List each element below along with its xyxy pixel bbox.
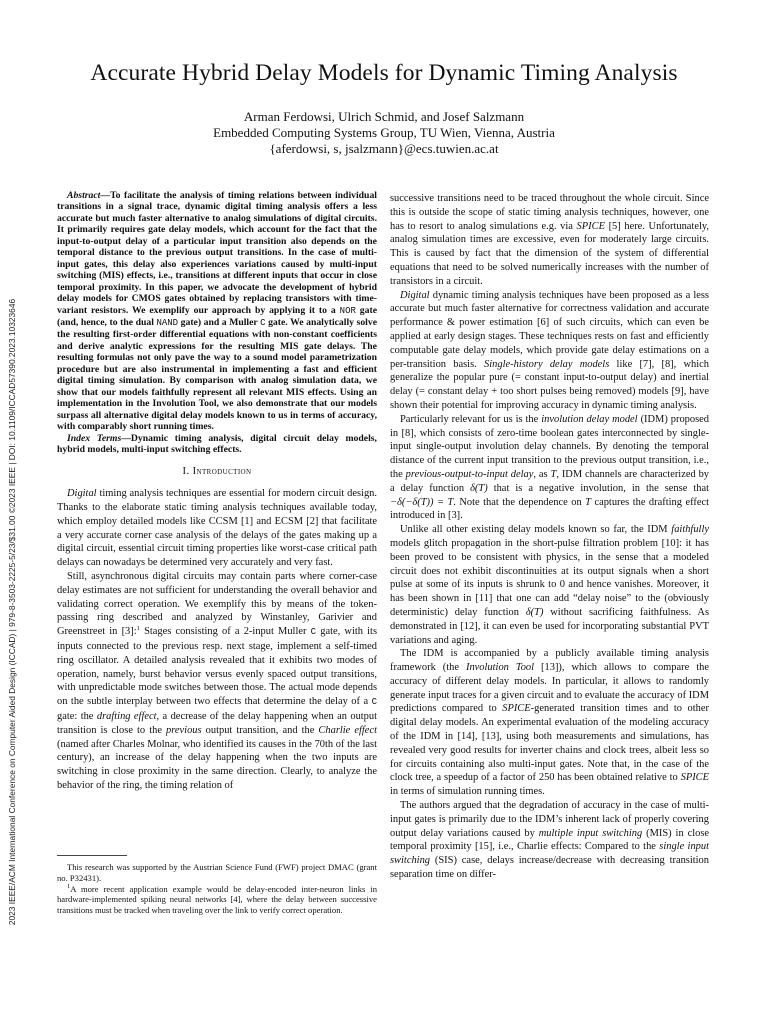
author-names: Arman Ferdowsi, Ulrich Schmid, and Josef Salzmann <box>243 109 525 124</box>
right-paragraph-3: Particularly relevant for us is the involution delay model (IDM) proposed in [8], which consists of zero-time boolean gates interconnected by single-input single-output involution delay channels. By denoting the temporal distance of the current input transition to the previous output transition, i.e., the previous-output-to-input delay, as T, IDM channels are characterized by a delay function δ(T) that is a negative involution, in the sense that −δ(−δ(T)) = T. Note that the dependence on T captures the drafting effect introduced in [3]. <box>390 413 710 522</box>
right-paragraph-4: Unlike all other existing delay models known so far, the IDM faithfully models glitch propagation in the short-pulse filtration problem [10]: it has been proved to be consistent with physics, in the sense that a modeled circuit does not exhibit discontinuities at its output signals when a short pulse at some of its inputs is shrunk to 0 and hence vanishes. Moreover, it has been shown in [11] that one can add “delay noise” to the (obviously deterministic) delay function δ(T) without sacrificing faithfulness. As demonstrated in [12], it can even be used for incorporating substantial PVT variations and aging. <box>390 524 710 646</box>
right-paragraph-2: Digital dynamic timing analysis techniques have been proposed as a less accurate but much faster alternative for correctness validation and accurate performance & power estimation [6] of such circuits, which can even be applied at early design stages. These techniques rests on fast and efficiently computable gate delay models, which provide gate delay estimations on a per-transition basis. Single-history delay models like [7], [8], which generalize the popular pure (= constant input-to-output delay) and inertial delay (= constant delay + too short pulses being removed) models [9], have shown their potential for improving accuracy in dynamic timing analysis. <box>390 289 710 411</box>
author-affiliation: Embedded Computing Systems Group, TU Wien, Vienna, Austria <box>213 125 555 140</box>
right-paragraph-6: The authors argued that the degradation of accuracy in the case of multi-input gates is primarily due to the IDM’s inherent lack of properly covering output delay variations caused by multiple input switching (MIS) in close temporal proximity [15], i.e., Charlie effects: Compared to the single input switching (SIS) case, delays increase/decrease with decreasing transition separation time on differ- <box>390 800 710 881</box>
right-column <box>390 192 709 882</box>
abstract-label: Abstract <box>67 190 101 201</box>
author-email: {aferdowsi, s, jsalzmann}@ecs.tuwien.ac.at <box>269 141 499 156</box>
funding-note: This research was supported by the Austrian Science Fund (FWF) project DMAC (grant no. P32431). <box>57 862 377 883</box>
author-block <box>0 109 768 157</box>
footnote-1: $^1$A more recent application example would be delay-encoded inter-neuron links in hardware-implemented spiking neural networks [4], where the delay between successive transitions must be tracked when traveling over the link to verify correct operation. <box>57 882 377 916</box>
abstract: Abstract—To facilitate the analysis of timing relations between individual transitions in a signal trace, dynamic digital timing analysis offers a less accurate but much faster alternative to analog simulations of digital circuits. It primarily requires gate delay models, which account for the fact that the input-to-output delay of a particular input transition also depends on the temporal distance to the previous output transitions. In the case of multi-input gates, this delay also experiences variations caused by multi-input switching (MIS) effects, i.e., transitions at different inputs that occur in close temporal proximity. In this paper, we advocate the development of hybrid delay models for CMOS gates obtained by replacing transistors with time-variant resistors. We exemplify our approach by applying it to a NOR gate (and, hence, to the dual NAND gate) and a Muller C gate. We analytically solve the resulting first-order differential equations with non-constant coefficients and derive analytic expressions for the resulting MIS gate delays. The resulting formulas not only pave the way to a sound model parametrization procedure but are also instrumental in implementing a fast and efficient digital timing simulation. By comparison with analog simulation data, we show that our models faithfully represent all relevant MIS effects. Using an implementation in the Involution Tool, we also demonstrate that our models surpass all alternative digital delay models known to us in terms of accuracy, with comparably short running times. <box>57 190 378 433</box>
footnote-rule <box>57 855 127 856</box>
intro-paragraph-1: Digital timing analysis techniques are essential for modern circuit design. Thanks to the elaborate static timing analysis techniques available today, which employ detailed models like CCSM [1] and ECSM [2] that facilitate a very accurate corner case analysis of the delays of the gates making up a digital circuit, essential circuit timing properties like worst-case critical path delays can nowadays be determined very accurately and very fast. <box>57 488 377 569</box>
footnotes <box>57 855 377 916</box>
left-column <box>57 190 377 793</box>
index-terms-label: Index Terms <box>67 432 122 444</box>
section-heading-introduction: I. Introduction <box>182 466 252 478</box>
footnote-ref-1[interactable]: 1 <box>136 625 140 633</box>
index-terms: Index Terms—Dynamic timing analysis, digital circuit delay models, hybrid models, multi-input switching effects. <box>57 432 377 455</box>
sidebar-citation-text: 2023 IEEE/ACM International Conference on Computer Aided Design (ICCAD) | 979-8-3503-2225-5/23/$31.00 ©2023 IEEE | DOI: 10.1109/ICCAD57390.2023.10323646 <box>7 298 17 926</box>
intro-paragraph-2: Still, asynchronous digital circuits may contain parts where corner-case delay estimates are not sufficient for understanding the overall behavior and validating correct operation. We exemplify this by means of the token-passing ring described and analyzed by Winstanley, Garivier and Greenstreet in [3]:$^1$ Stages consisting of a 2-input Muller C gate, with its inputs connected to the previous resp. next stage, implement a self-timed ring oscillator. A detailed analysis revealed that it exhibits two modes of operation, namely, burst behavior versus evenly spaced output transitions, with unpredictable mode switches between those. The actual mode depends on the subtle interplay between two effects that determine the delay of a C gate: the drafting effect, a decrease of the delay happening when an output transition is close to the previous output transition, and the Charlie effect (named after Charles Molnar, who identified its causes in the 70th of the last century), an increase of the delay happening when the two inputs are switching in close proximity in the same direction. Clearly, to analyze the behavior of the ring, the timing relation of <box>57 571 378 791</box>
paper-title: Accurate Hybrid Delay Models for Dynamic Timing Analysis <box>90 60 678 86</box>
right-paragraph-5: The IDM is accompanied by a publicly available timing analysis framework (the Involution Tool [13]), which allows to compare the accuracy of different delay models. In particular, it allows to randomly generate input traces for a given circuit and to evaluate the accuracy of IDM predictions compared to SPICE-generated transition times and to other digital delay models. An experimental evaluation of the modeling accuracy of the IDM in [14], [13], using both measurements and simulations, has revealed very good results for inverter chains and clock trees, albeit less so for circuits containing also multi-input gates. Note that, in the case of the clock tree, a speedup of a factor of 250 has been obtained relative to SPICE in terms of simulation running times. <box>390 648 710 798</box>
right-paragraph-1: successive transitions need to be traced throughout the whole circuit. Since this is outside the scope of static timing analysis techniques, however, one has to resort to analog simulations e.g. via SPICE [5] here. Unfortunately, analog simulation times are excessive, even for moderately large circuits. This is caused by fact that the dimension of the system of differential equations that need to be solved numerically increases with the number of transistors in a circuit. <box>390 193 710 287</box>
